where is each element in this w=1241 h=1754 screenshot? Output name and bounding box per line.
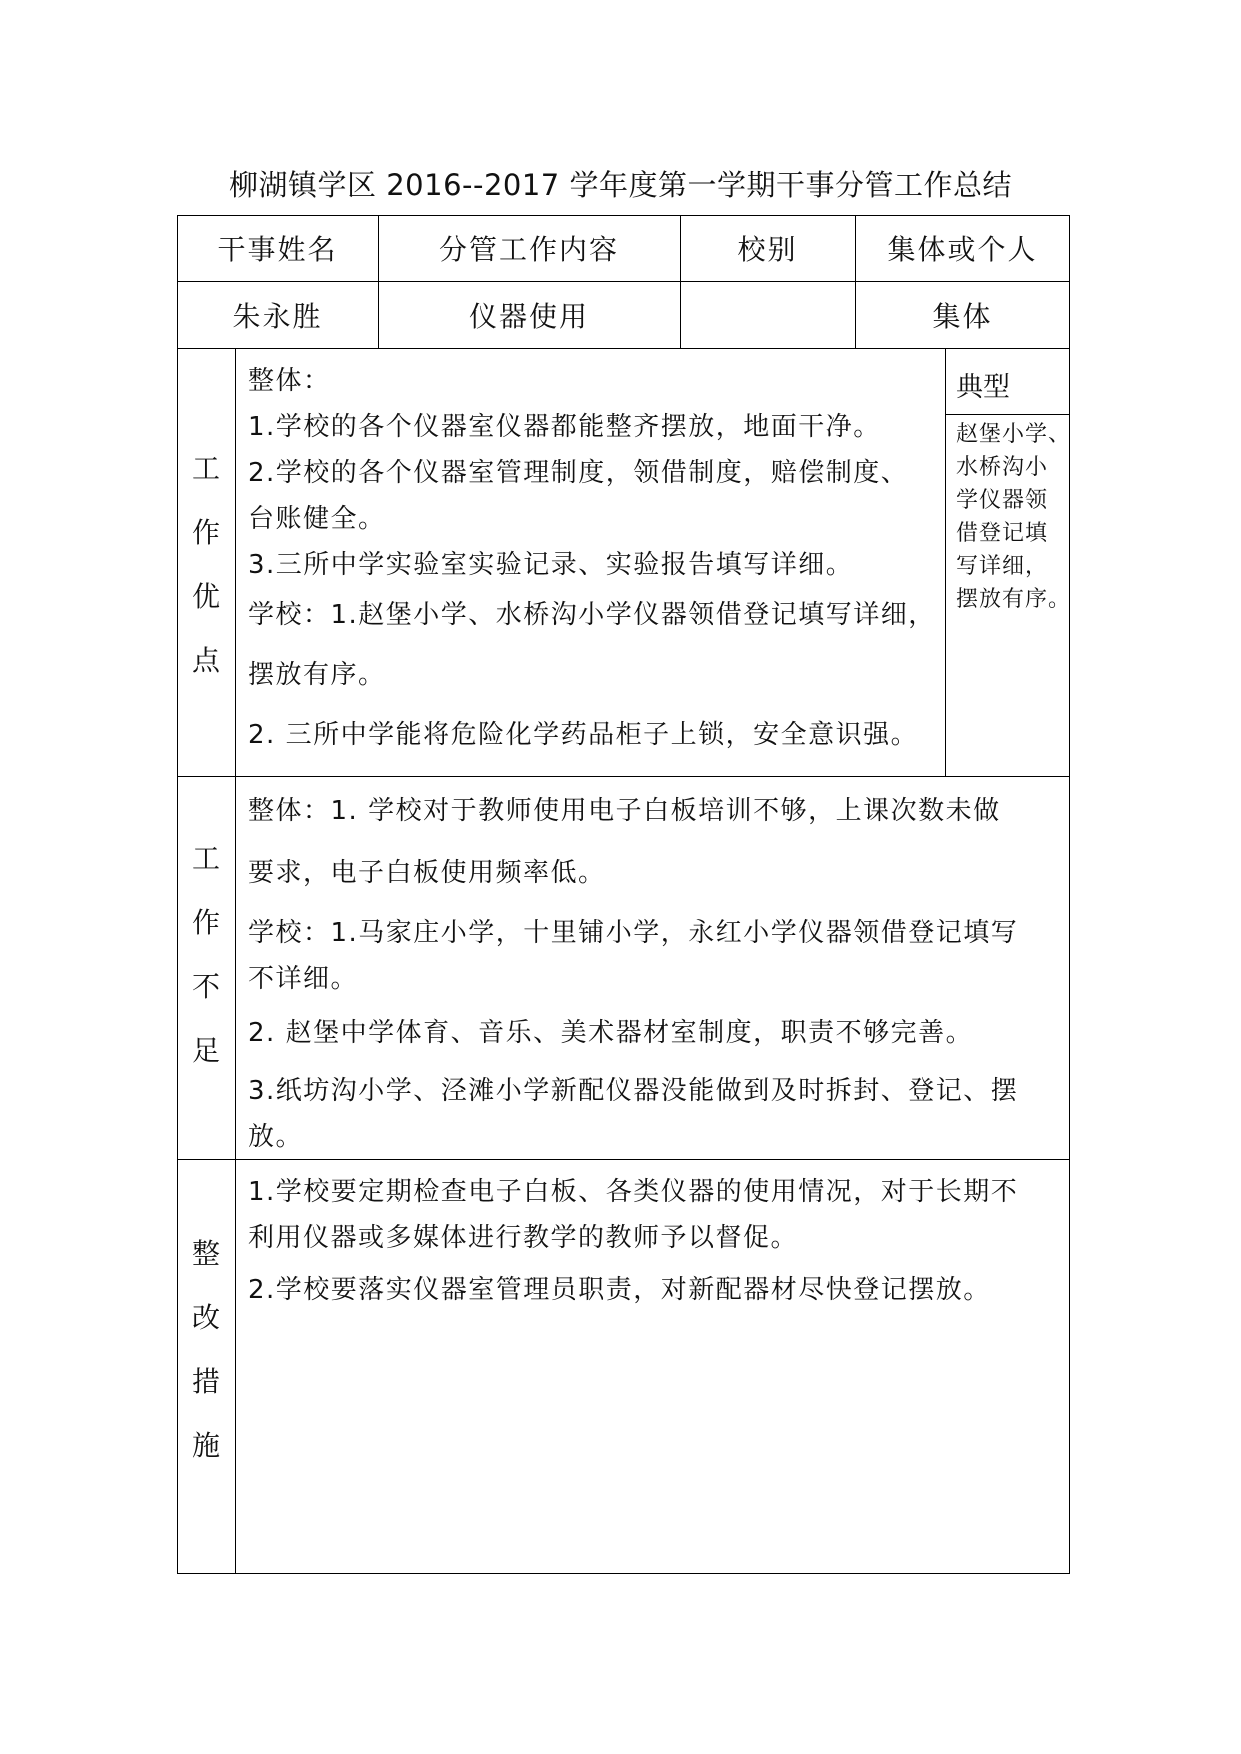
text-line: 整体：1. 学校对于教师使用电子白板培训不够，上课次数未做 <box>248 796 1001 826</box>
label-char: 不 <box>191 970 220 1003</box>
typical-line: 写详细， <box>956 554 1049 579</box>
measures-content <box>248 1159 1063 1574</box>
text-line: 2.学校的各个仪器室管理制度，领借制度，赔偿制度、 <box>248 458 909 488</box>
text-line: 要求，电子白板使用频率低。 <box>248 858 606 888</box>
text-line: 3.纸坊沟小学、泾滩小学新配仪器没能做到及时拆封、登记、摆 <box>248 1076 1019 1106</box>
label-char: 足 <box>191 1034 220 1067</box>
typical-line: 赵堡小学、 <box>956 422 1072 447</box>
strengths-content <box>248 348 938 776</box>
text-line: 1.学校要定期检查电子白板、各类仪器的使用情况，对于长期不 <box>248 1177 1019 1207</box>
text-line: 1.学校的各个仪器室仪器都能整齐摆放，地面干净。 <box>248 412 881 442</box>
text-line: 学校：1.马家庄小学，十里铺小学，永红小学仪器领借登记填写 <box>248 918 1019 948</box>
header-name: 干事姓名 <box>217 233 338 266</box>
weaknesses-content <box>248 776 1063 1159</box>
text-line: 学校：1.赵堡小学、水桥沟小学仪器领借登记填写详细， <box>248 600 936 630</box>
typical-label: 典型 <box>956 372 1010 403</box>
weaknesses-label <box>177 810 235 1100</box>
typical-line: 借登记填 <box>956 521 1049 546</box>
text-line: 不详细。 <box>248 964 359 994</box>
label-char: 作 <box>191 906 220 939</box>
text-line: 利用仪器或多媒体进行教学的教师予以督促。 <box>248 1223 799 1253</box>
label-char: 整 <box>191 1237 220 1270</box>
header-type: 集体或个人 <box>887 233 1038 266</box>
label-char: 措 <box>191 1365 220 1398</box>
cell-content: 仪器使用 <box>468 299 589 333</box>
label-char: 改 <box>191 1301 220 1334</box>
cell-name: 朱永胜 <box>232 299 323 333</box>
label-column-divider <box>235 348 236 1574</box>
text-line: 摆放有序。 <box>248 660 386 690</box>
label-char: 点 <box>191 644 220 677</box>
strengths-label <box>177 420 235 710</box>
typical-line: 学仪器领 <box>956 488 1049 513</box>
measures-label <box>177 1205 235 1495</box>
text-line: 2. 三所中学能将危险化学药品柜子上锁，安全意识强。 <box>248 720 919 750</box>
text-line: 2.学校要落实仪器室管理员职责，对新配器材尽快登记摆放。 <box>248 1275 991 1305</box>
text-line: 3.三所中学实验室实验记录、实验报告填写详细。 <box>248 550 854 580</box>
cell-school <box>680 281 855 348</box>
typical-line: 水桥沟小 <box>956 455 1049 480</box>
text-line: 整体： <box>248 366 331 396</box>
typical-line: 摆放有序。 <box>956 587 1072 612</box>
label-char: 工 <box>191 842 220 875</box>
label-char: 优 <box>191 580 220 613</box>
typical-divider <box>945 414 1070 415</box>
typical-column-divider <box>945 348 946 776</box>
text-line: 台账健全。 <box>248 504 386 534</box>
label-char: 施 <box>191 1429 220 1462</box>
typical-content <box>956 418 1072 616</box>
text-line: 放。 <box>248 1122 304 1152</box>
document-title: 柳湖镇学区 2016--2017 学年度第一学期干事分管工作总结 <box>229 168 1012 202</box>
cell-type: 集体 <box>932 299 993 333</box>
header-content: 分管工作内容 <box>438 233 619 266</box>
text-line: 2. 赵堡中学体育、音乐、美术器材室制度，职责不够完善。 <box>248 1018 974 1048</box>
label-char: 作 <box>191 516 220 549</box>
label-char: 工 <box>191 452 220 485</box>
header-school: 校别 <box>737 233 798 266</box>
